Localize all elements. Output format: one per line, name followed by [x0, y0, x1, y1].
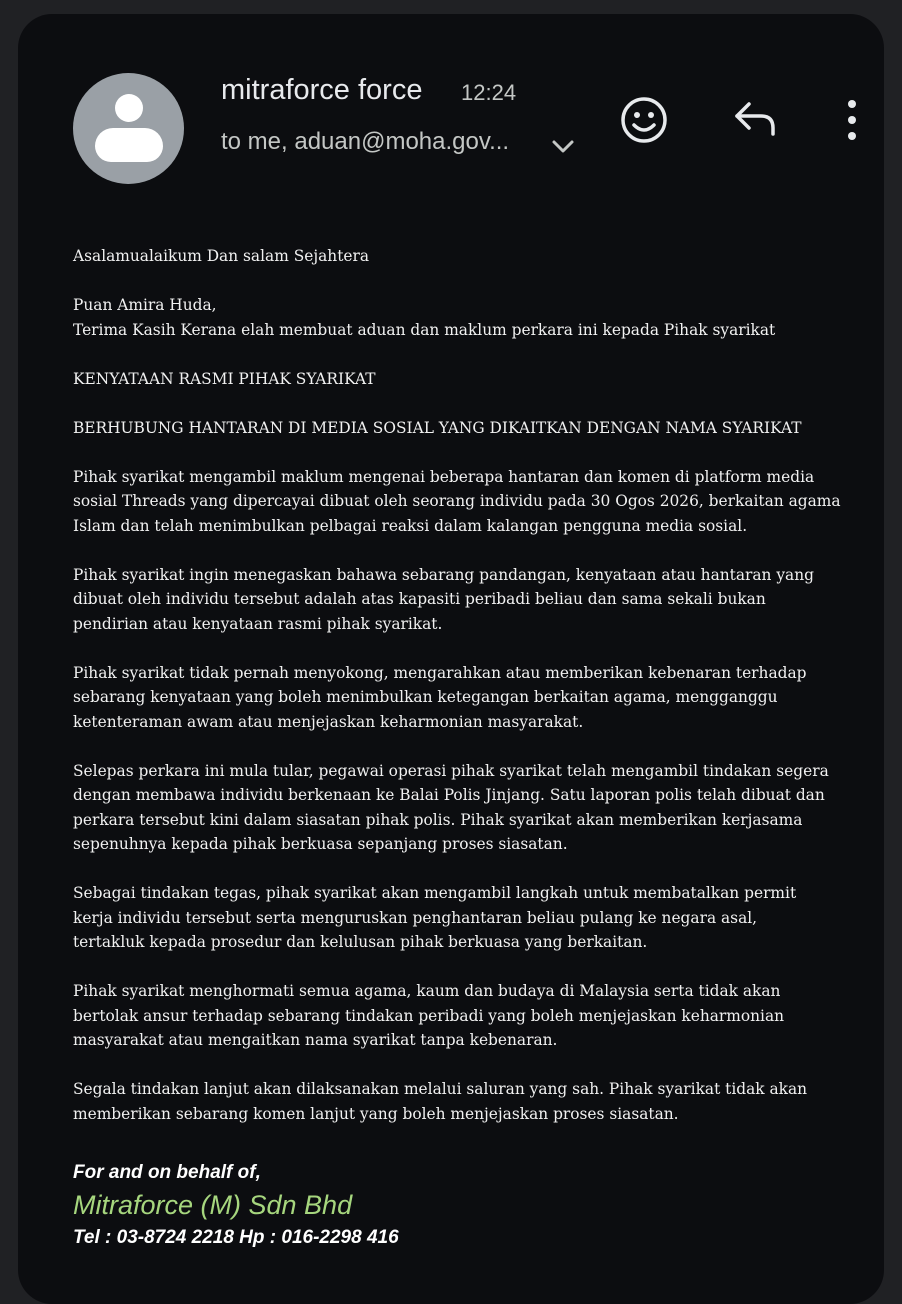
paragraph-2: Pihak syarikat ingin menegaskan bahawa sebarang pandangan, kenyataan atau hantaran yang dibuat oleh individu tersebut adalah atas kapasiti peribadi beliau dan sama sekali bukan pendirian atau kenyataan rasmi pihak syarikat. [73, 565, 814, 633]
sender-avatar[interactable] [73, 73, 184, 184]
email-signature [73, 1159, 399, 1253]
smiley-face-icon[interactable] [619, 95, 669, 145]
sender-name[interactable]: mitraforce force [221, 74, 423, 106]
avatar-shoulders [95, 128, 163, 162]
paragraph-6: Pihak syarikat menghormati semua agama, kaum dan budaya di Malaysia serta tidak akan bertolak ansur terhadap sebarang tindakan peribadi yang boleh menjejaskan keharmonian masyarakat atau mengaitkan nama syarikat tanpa kebenaran. [73, 982, 785, 1049]
reply-arrow-icon[interactable] [731, 98, 779, 140]
email-message-card [18, 14, 884, 1304]
vertical-ellipsis-icon[interactable] [838, 96, 866, 144]
statement-heading: KENYATAAN RASMI PIHAK SYARIKAT [73, 369, 376, 388]
email-body [73, 244, 873, 1151]
paragraph-7: Segala tindakan lanjut akan dilaksanakan melalui saluran yang sah. Pihak syarikat tidak akan memberikan sebarang komen lanjut yang boleh menjejaskan proses siasatan. [73, 1080, 808, 1123]
signature-contact: Tel : 03-8724 2218 Hp : 016-2298 416 [73, 1227, 399, 1248]
paragraph-5: Sebagai tindakan tegas, pihak syarikat akan mengambil langkah untuk membatalkan permit kerja individu tersebut serta menguruskan penghantaran beliau pulang ke negara asal, tertakluk kepada prosedur dan kelulusan pihak berkuasa yang berkaitan. [73, 884, 797, 951]
paragraph-3: Pihak syarikat tidak pernah menyokong, mengarahkan atau memberikan kebenaran terhadap sebarang kenyataan yang boleh menimbulkan ketegangan berkaitan agama, mengganggu ketenteraman awam atau menjejaskan keharmonian masyarakat. [73, 663, 807, 731]
signature-company: Mitraforce (M) Sdn Bhd [73, 1190, 353, 1220]
statement-subheading: BERHUBUNG HANTARAN DI MEDIA SOSIAL YANG DIKAITKAN DENGAN NAMA SYARIKAT [73, 418, 802, 437]
recipients-summary[interactable]: to me, aduan@moha.gov... [221, 128, 510, 155]
paragraph-4: Selepas perkara ini mula tular, pegawai operasi pihak syarikat telah mengambil tindakan segera dengan membawa individu berkenaan ke Balai Polis Jinjang. Satu laporan polis telah dibuat dan perkara tersebut kini dalam siasatan pihak polis. Pihak syarikat akan memberikan kerjasama sepenuhnya kepada pihak berkuasa sepanjang proses siasatan. [73, 761, 829, 853]
paragraph-1: Pihak syarikat mengambil maklum mengenai beberapa hantaran dan komen di platform media sosial Threads yang dipercayai dibuat oleh seorang individu pada 30 Ogos 2026, berkaitan agama Islam dan telah menimbulkan pelbagai reaksi dalam kalangan pengguna media sosial. [73, 467, 841, 535]
salutation: Puan Amira Huda, Terima Kasih Kerana elah membuat aduan dan maklum perkara ini kepada Pihak syarikat [73, 296, 776, 339]
greeting: Asalamualaikum Dan salam Sejahtera [73, 247, 370, 265]
avatar-head [115, 94, 143, 122]
chevron-down-icon[interactable] [549, 136, 577, 156]
message-time: 12:24 [461, 80, 517, 105]
signature-on-behalf: For and on behalf of, [73, 1162, 261, 1183]
